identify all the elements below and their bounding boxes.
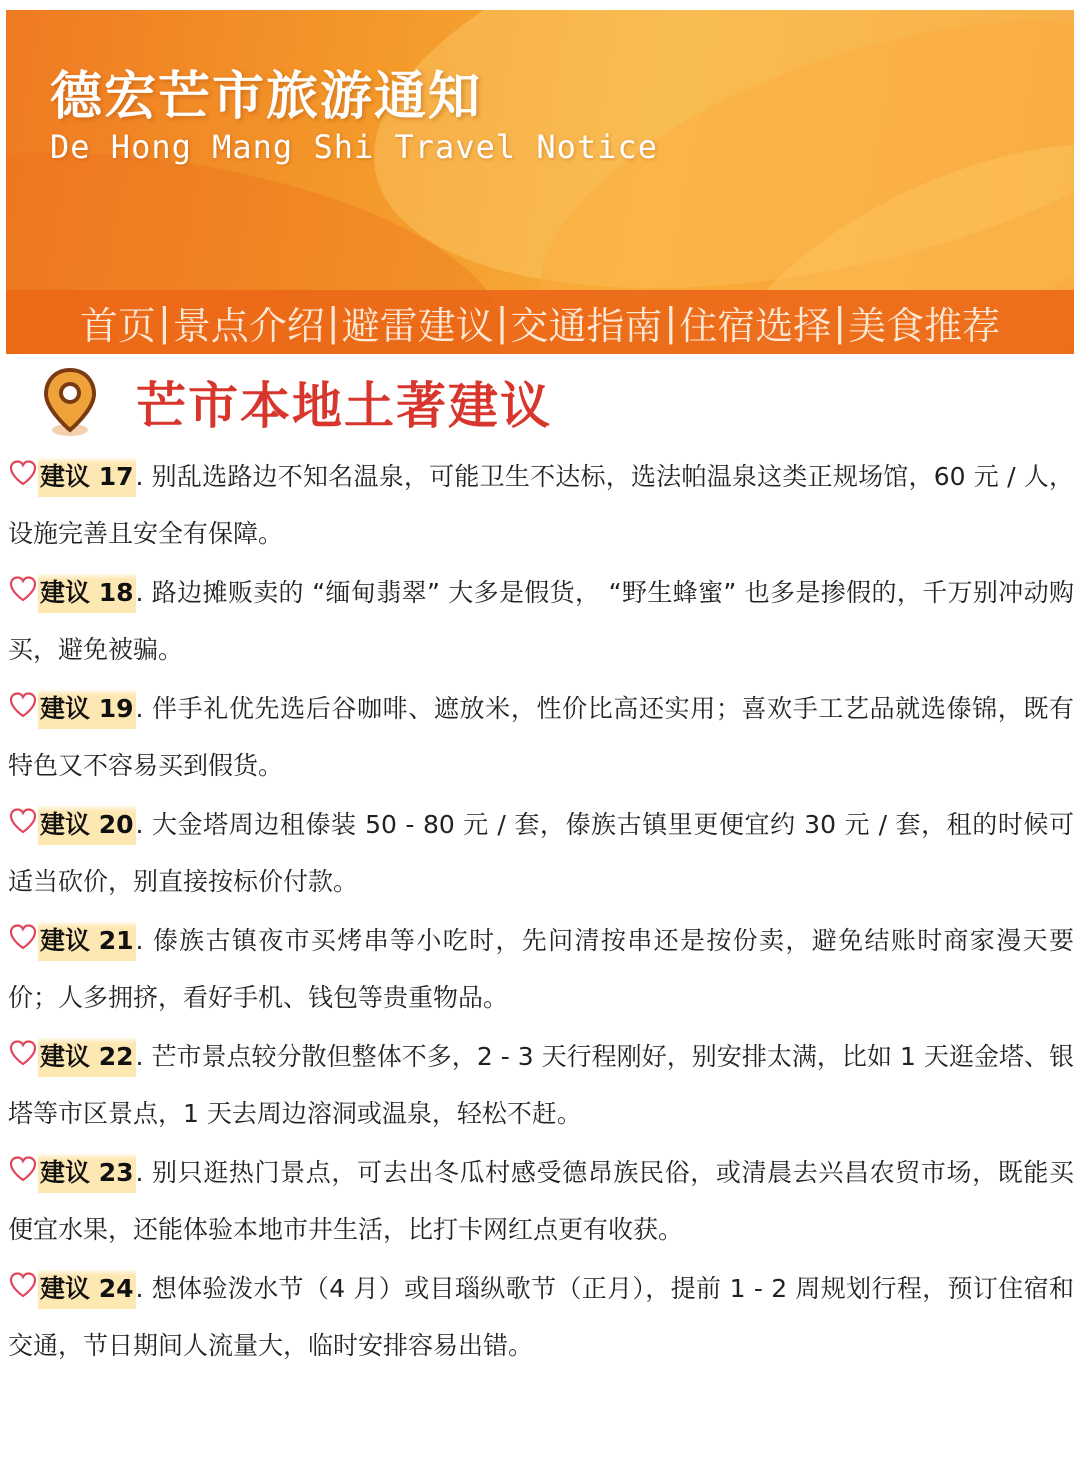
heart-icon <box>8 575 38 603</box>
tip-text: 想体验泼水节（4 月）或目瑙纵歌节（正月），提前 1 - 2 周规划行程，预订住宿和交通，节日期间人流量大，临时安排容易出错。 <box>8 1274 1074 1360</box>
list-item: 建议 23. 别只逛热门景点，可去出冬瓜村感受德昂族民俗，或清晨去兴昌农贸市场，既能买便宜水果，还能体验本地市井生活，比打卡网红点更有收获。 <box>8 1144 1074 1258</box>
tip-label: 建议 17 <box>38 457 136 497</box>
heart-icon <box>8 459 38 487</box>
heart-icon <box>8 1155 38 1183</box>
nav-bar <box>6 290 1074 354</box>
tip-label: 建议 22 <box>38 1037 136 1077</box>
list-item: 建议 22. 芒市景点较分散但整体不多，2 - 3 天行程刚好，别安排太满，比如 1 天逛金塔、银塔等市区景点，1 天去周边溶洞或温泉，轻松不赶。 <box>8 1028 1074 1142</box>
tip-text: 别只逛热门景点，可去出冬瓜村感受德昂族民俗，或清晨去兴昌农贸市场，既能买便宜水果，还能体验本地市井生活，比打卡网红点更有收获。 <box>8 1158 1074 1244</box>
nav-item-home[interactable]: 首页 <box>79 303 156 348</box>
nav-item-food[interactable]: 美食推荐 <box>848 303 1001 348</box>
tip-label: 建议 18 <box>38 573 136 613</box>
nav-item-pitfall-tips[interactable]: 避雷建议 <box>341 303 494 348</box>
tip-text: 别乱选路边不知名温泉，可能卫生不达标，选法帕温泉这类正规场馆，60 元 / 人，设施完善且安全有保障。 <box>8 462 1074 548</box>
location-pin-icon <box>40 366 100 438</box>
tip-text: 大金塔周边租傣装 50 - 80 元 / 套，傣族古镇里更便宜约 30 元 / 套，租的时候可适当砍价，别直接按标价付款。 <box>8 810 1074 896</box>
nav-separator: | <box>495 300 509 344</box>
tip-text: 路边摊贩卖的 “缅甸翡翠” 大多是假货， “野生蜂蜜” 也多是掺假的，千万别冲动购买，避免被骗。 <box>8 578 1074 664</box>
nav-separator: | <box>157 300 171 344</box>
nav-separator: | <box>664 300 678 344</box>
list-item: 建议 19. 伴手礼优先选后谷咖啡、遮放米，性价比高还实用；喜欢手工艺品就选傣锦，既有特色又不容易买到假货。 <box>8 680 1074 794</box>
heart-icon <box>8 923 38 951</box>
heart-icon <box>8 807 38 835</box>
tip-label: 建议 21 <box>38 921 136 961</box>
page-subtitle: De Hong Mang Shi Travel Notice <box>50 128 658 166</box>
heart-icon <box>8 1039 38 1067</box>
section-title: 芒市本地土著建议 <box>136 377 552 435</box>
tip-label: 建议 19 <box>38 689 136 729</box>
heart-icon <box>8 691 38 719</box>
list-item: 建议 20. 大金塔周边租傣装 50 - 80 元 / 套，傣族古镇里更便宜约 30 元 / 套，租的时候可适当砍价，别直接按标价付款。 <box>8 796 1074 910</box>
tip-text: 伴手礼优先选后谷咖啡、遮放米，性价比高还实用；喜欢手工艺品就选傣锦，既有特色又不容易买到假货。 <box>8 694 1074 780</box>
nav-item-lodging[interactable]: 住宿选择 <box>679 303 832 348</box>
nav-item-transport[interactable]: 交通指南 <box>510 303 663 348</box>
tip-label: 建议 23 <box>38 1153 136 1193</box>
nav-separator: | <box>833 300 847 344</box>
list-item: 建议 24. 想体验泼水节（4 月）或目瑙纵歌节（正月），提前 1 - 2 周规划行程，预订住宿和交通，节日期间人流量大，临时安排容易出错。 <box>8 1260 1074 1374</box>
list-item: 建议 18. 路边摊贩卖的 “缅甸翡翠” 大多是假货， “野生蜂蜜” 也多是掺假的，千万别冲动购买，避免被骗。 <box>8 564 1074 678</box>
nav-item-attractions[interactable]: 景点介绍 <box>172 303 325 348</box>
nav-separator: | <box>326 300 340 344</box>
heart-icon <box>8 1271 38 1299</box>
tip-text: 傣族古镇夜市买烤串等小吃时，先问清按串还是按份卖，避免结账时商家漫天要价；人多拥挤，看好手机、钱包等贵重物品。 <box>8 926 1074 1012</box>
list-item: 建议 17. 别乱选路边不知名温泉，可能卫生不达标，选法帕温泉这类正规场馆，60 元 / 人，设施完善且安全有保障。 <box>8 448 1074 562</box>
page-title: 德宏芒市旅游通知 <box>50 67 483 127</box>
header-banner <box>6 10 1074 354</box>
section-header <box>40 364 552 440</box>
tip-label: 建议 20 <box>38 805 136 845</box>
tips-list <box>8 448 1074 1376</box>
tip-text: 芒市景点较分散但整体不多，2 - 3 天行程刚好，别安排太满，比如 1 天逛金塔、银塔等市区景点，1 天去周边溶洞或温泉，轻松不赶。 <box>8 1042 1074 1128</box>
list-item: 建议 21. 傣族古镇夜市买烤串等小吃时，先问清按串还是按份卖，避免结账时商家漫天要价；人多拥挤，看好手机、钱包等贵重物品。 <box>8 912 1074 1026</box>
tip-label: 建议 24 <box>38 1269 136 1309</box>
